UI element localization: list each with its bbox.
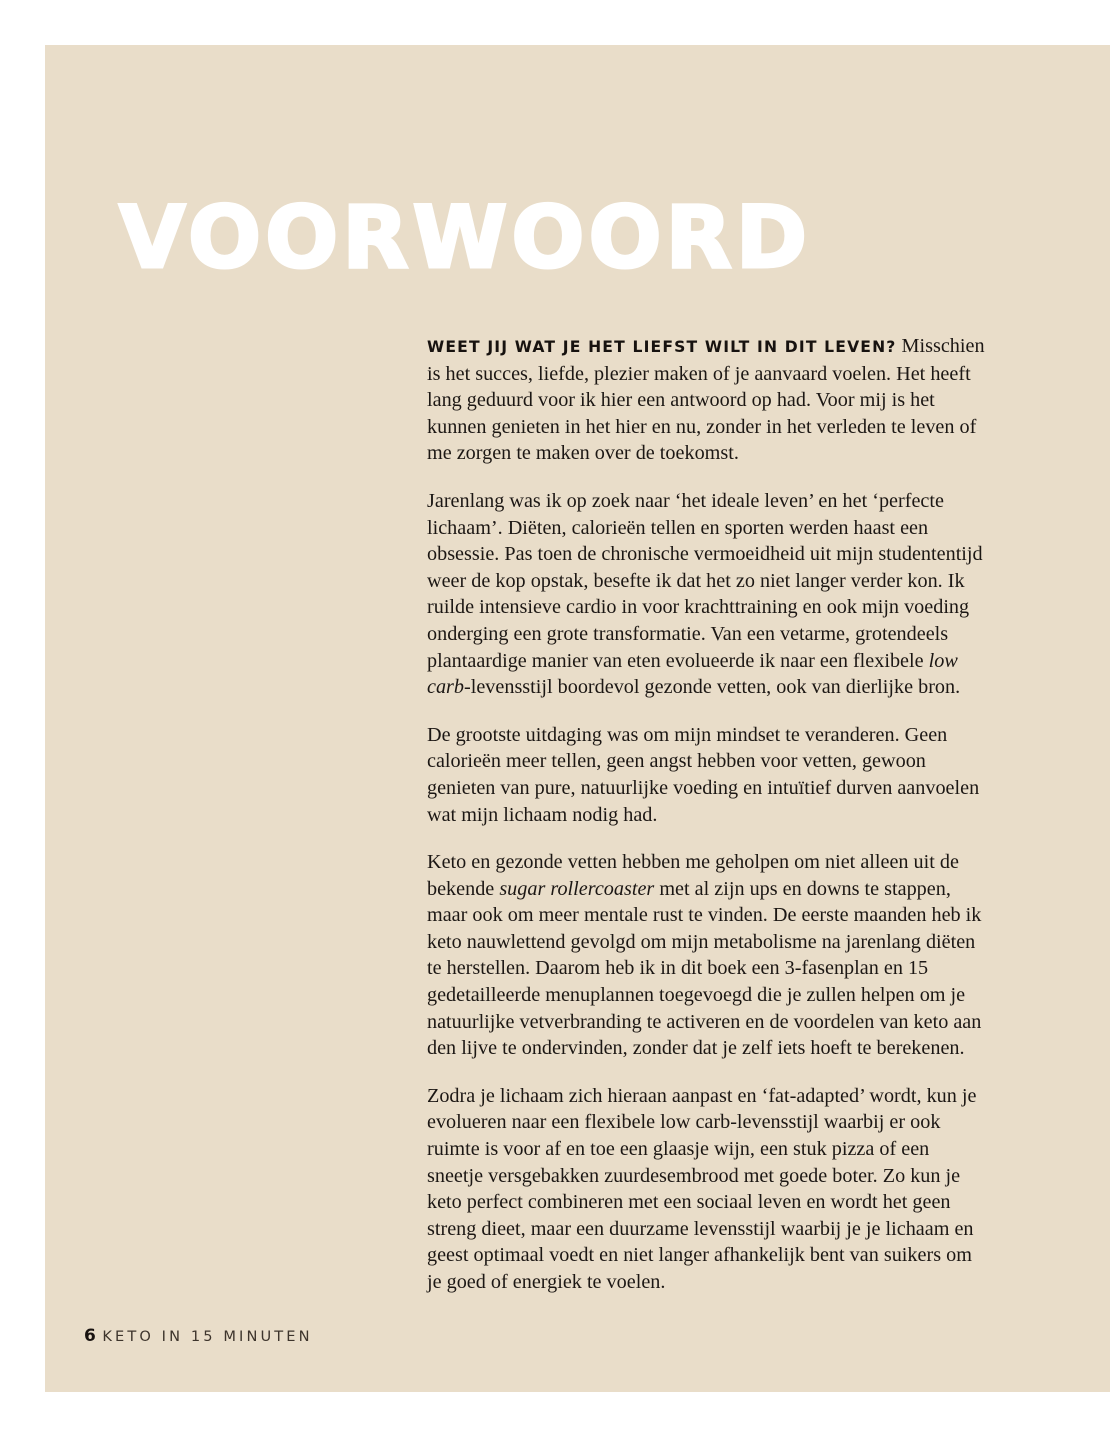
article-paragraph [427,722,990,828]
body-text: Jarenlang was ik op zoek naar ‘het ideale leven’ en het ‘perfecte lichaam’. Diëten, calorieën tellen en sporten werden haast een obsessie. Pas toen de chronische vermoeidheid uit mijn studententijd weer de kop opstak, besefte ik dat het zo niet langer verder kon. Ik ruilde intensieve cardio in voor krachttraining en ook mijn voeding onderging een grote transformatie. Van een vetarme, grotendeels plantaardige manier van eten evolueerde ik naar een flexibele [427,489,983,672]
article-paragraph [427,488,990,701]
article-lead-in: WEET JIJ WAT JE HET LIEFST WILT IN DIT LEVEN? [427,338,897,356]
footer-book-title: KETO IN 15 MINUTEN [102,1328,313,1345]
article-body [427,333,990,1296]
page-sheet [45,45,1110,1392]
emphasis-text: low carb [427,649,958,699]
body-text: Misschien is het succes, liefde, plezier maken of je aanvaard voelen. Het heeft lang geduurd voor ik hier een antwoord op had. Voor mij is het kunnen genieten in het hier en nu, zonder in het verleden te leven of me zorgen te maken over de toekomst. [427,335,985,465]
body-text: Zodra je lichaam zich hieraan aanpast en ‘fat-adapted’ wordt, kun je evolueren naar een flexibele low carb-levensstijl waarbij er ook ruimte is voor af en toe een glaasje wijn, een stuk pizza of een sneetje versgebakken zuurdesembrood met goede boter. Zo kun je keto perfect combineren met een sociaal leven en wordt het geen streng dieet, maar een duurzame levensstijl waarbij je je lichaam en geest optimaal voedt en niet langer afhankelijk bent van suikers om je goed of energiek te voelen. [427,1084,977,1293]
footer-page-number: 6 [84,1326,97,1346]
body-text: -levensstijl boordevol gezonde vetten, ook van dierlijke bron. [464,676,961,699]
body-text: met al zijn ups en downs te stappen, maar ook om meer mentale rust te vinden. De eerste maanden heb ik keto nauwlettend gevolgd om mijn metabolisme na jarenlang diëten te herstellen. Daarom heb ik in dit boek een 3-fasenplan en 15 gedetailleerde menuplannen toegevoegd die je zullen helpen om je natuurlijke vetverbranding te activeren en de voordelen van keto aan den lijve te ondervinden, zonder dat je zelf iets hoeft te berekenen. [427,877,982,1060]
article-paragraph [427,333,990,467]
body-text: De grootste uitdaging was om mijn mindset te veranderen. Geen calorieën meer tellen, geen angst hebben voor vetten, gewoon genieten van pure, natuurlijke voeding en intuïtief durven aanvoelen wat mijn lichaam nodig had. [427,723,980,826]
article-paragraph [427,1083,990,1296]
page-title: VOORWOORD [119,187,812,288]
body-text: Keto en gezonde vetten hebben me geholpen om niet alleen uit de bekende [427,851,959,900]
page-footer [84,1326,313,1346]
emphasis-text: sugar rollercoaster [499,877,655,900]
article-paragraph [427,849,990,1062]
